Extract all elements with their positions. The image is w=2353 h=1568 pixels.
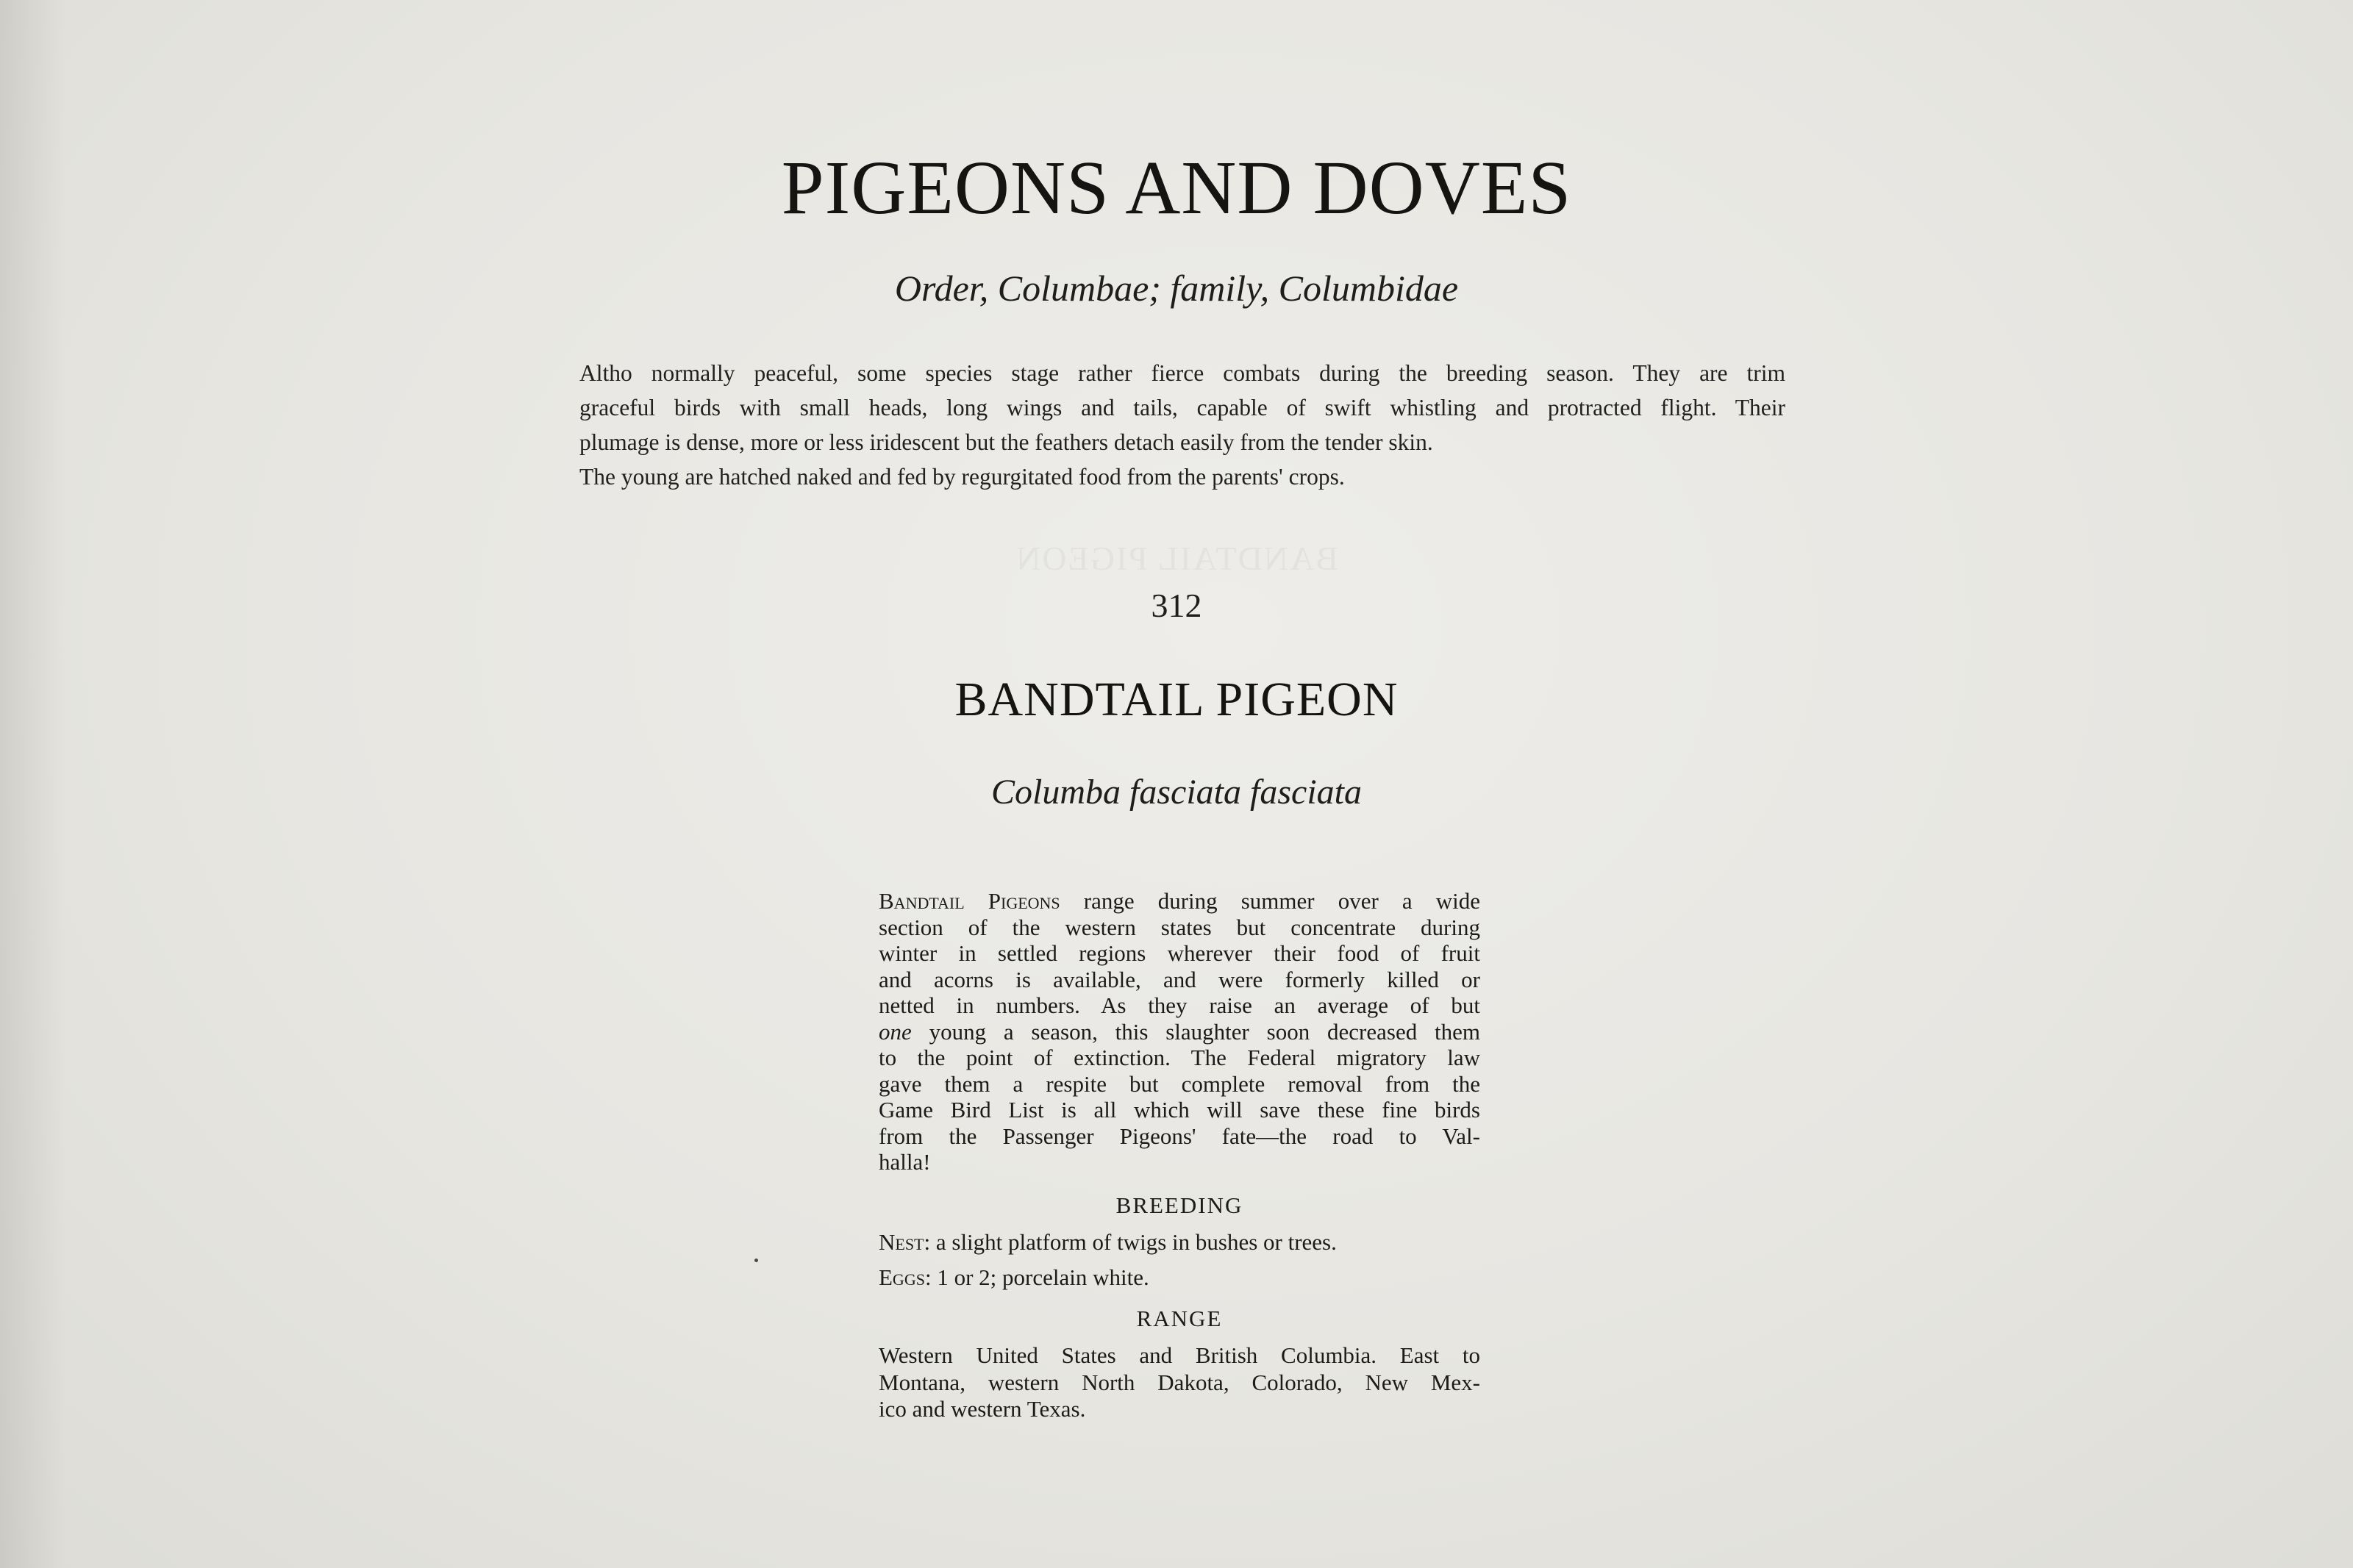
- family-subtitle: Order, Columbae; family, Columbidae: [894, 268, 1459, 309]
- family-intro-paragraph: [579, 356, 1785, 494]
- description-line: to the point of extinction. The Federal migratory law: [879, 1045, 1480, 1070]
- nest-label: Nest:: [879, 1229, 931, 1255]
- range-line: Western United States and British Columbia. East to: [879, 1342, 1480, 1368]
- family-title: PIGEONS AND DOVES: [781, 146, 1572, 230]
- description-line: from the Passenger Pigeons' fate—the road to Val-: [879, 1123, 1480, 1149]
- eggs-fact: [879, 1263, 1480, 1292]
- description-emphasis-rest: young a season, this slaughter soon decreased them: [911, 1018, 1480, 1045]
- description-line: Game Bird List is all which will save these fine birds: [879, 1097, 1480, 1123]
- species-description: [879, 888, 1480, 1175]
- nest-fact: [879, 1228, 1480, 1257]
- range-text: [879, 1342, 1480, 1423]
- eggs-text: 1 or 2; porcelain white.: [931, 1264, 1149, 1290]
- description-lead: Bandtail Pigeons: [879, 888, 1060, 914]
- description-emphasis: one: [879, 1018, 912, 1045]
- intro-line: plumage is dense, more or less iridescent but the feathers detach easily from the tender skin.: [579, 429, 1433, 455]
- plate-number: 312: [1151, 587, 1202, 624]
- show-through-text: BANDTAIL PIGEON: [1015, 540, 1338, 577]
- description-line: winter in settled regions wherever their food of fruit: [879, 940, 1480, 966]
- description-line: halla!: [879, 1149, 931, 1175]
- species-common-name: BANDTAIL PIGEON: [954, 673, 1399, 726]
- range-line: ico and western Texas.: [879, 1396, 1086, 1422]
- description-line: and acorns is available, and were formerly killed or: [879, 966, 1480, 992]
- description-line: [879, 888, 1480, 914]
- range-line: Montana, western North Dakota, Colorado, New Mex-: [879, 1369, 1480, 1395]
- description-line: netted in numbers. As they raise an average of but: [879, 992, 1480, 1018]
- description-line: gave them a respite but complete removal from the: [879, 1070, 1480, 1097]
- description-line: section of the western states but concentrate during: [879, 914, 1480, 940]
- eggs-label: Eggs:: [879, 1264, 932, 1290]
- intro-line: The young are hatched naked and fed by regurgitated food from the parents' crops.: [579, 464, 1345, 490]
- species-latin-name: Columba fasciata fasciata: [991, 773, 1362, 812]
- description-line: [879, 1019, 1480, 1045]
- paper-speck: [754, 1259, 758, 1262]
- intro-line: Altho normally peaceful, some species stage rather fierce combats during the breeding season. They are trim: [579, 360, 1785, 386]
- intro-line: graceful birds with small heads, long wings and tails, capable of swift whistling and protracted flight. Their: [579, 395, 1785, 420]
- description-line1-rest: range during summer over a wide: [1060, 888, 1480, 914]
- nest-text: a slight platform of twigs in bushes or trees.: [930, 1229, 1337, 1255]
- range-heading: RANGE: [1136, 1306, 1223, 1331]
- breeding-heading: BREEDING: [1115, 1192, 1243, 1218]
